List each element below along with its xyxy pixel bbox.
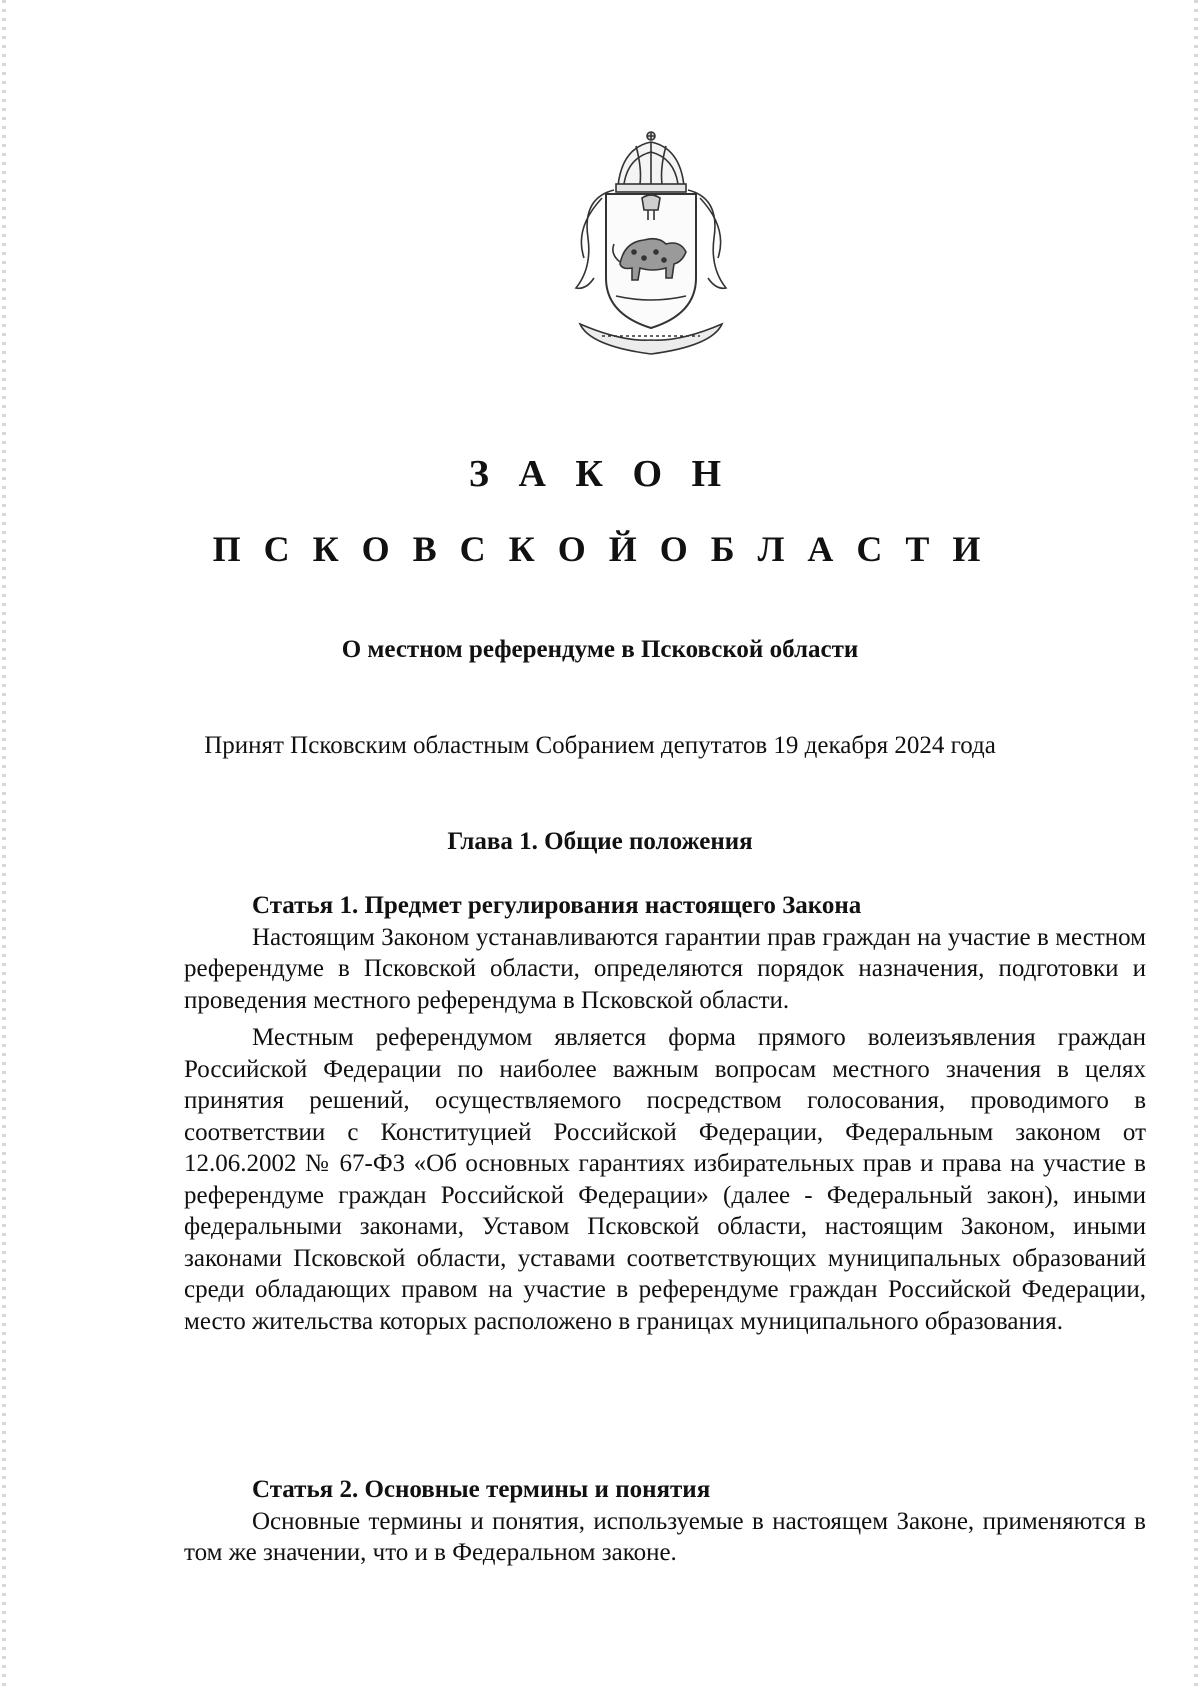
article-2-paragraph: Основные термины и понятия, используемые в настоящем Законе, применяются в том же значении, что и в Федеральном законе. — [184, 1507, 1146, 1566]
adoption-note: Принят Псковским областным Собранием депутатов 19 декабря 2024 года — [204, 732, 996, 759]
law-name: О местном референдуме в Псковской области — [341, 636, 859, 663]
chapter-heading: Глава 1. Общие положения — [447, 828, 753, 855]
document-region-title: П С К О В С К О Й О Б Л А С Т И — [212, 529, 988, 569]
article-2-heading: Статья 2. Основные термины и понятия — [252, 1476, 711, 1503]
article-1 — [184, 890, 1146, 1337]
coat-of-arms-icon — [562, 128, 740, 360]
article-2 — [184, 1474, 1146, 1569]
article-1-paragraph: Настоящим Законом устанавливаются гарантии прав граждан на участие в местном референдуме в Псковской области, определяются порядок назначения, подготовки и проведения местного референдума в Псковской области. — [184, 923, 1146, 1014]
document-title: З А К О Н — [468, 453, 732, 495]
article-1-paragraph: Местным референдумом является форма прямого волеизъявления граждан Российской Федерации по наиболее важным вопросам местного значения в целях принятия решений, осуществляемого посредством голосования, проводимого в соответствии с Конституцией Российской Федерации, Федеральным законом от 12.06.2002 № 67-ФЗ «Об основных гарантиях избирательных прав и права на участие в референдуме граждан Российской Федерации» (далее - Федеральный закон), иными федеральными законами, Уставом Псковской области, настоящим Законом, иными законами Псковской области, уставами соответствующих муниципальных образований среди обладающих правом на участие в референдуме граждан Российской Федерации, место жительства которых расположено в границах муниципального образования. — [184, 1024, 1146, 1335]
article-1-heading: Статья 1. Предмет регулирования настоящего Закона — [252, 892, 862, 919]
